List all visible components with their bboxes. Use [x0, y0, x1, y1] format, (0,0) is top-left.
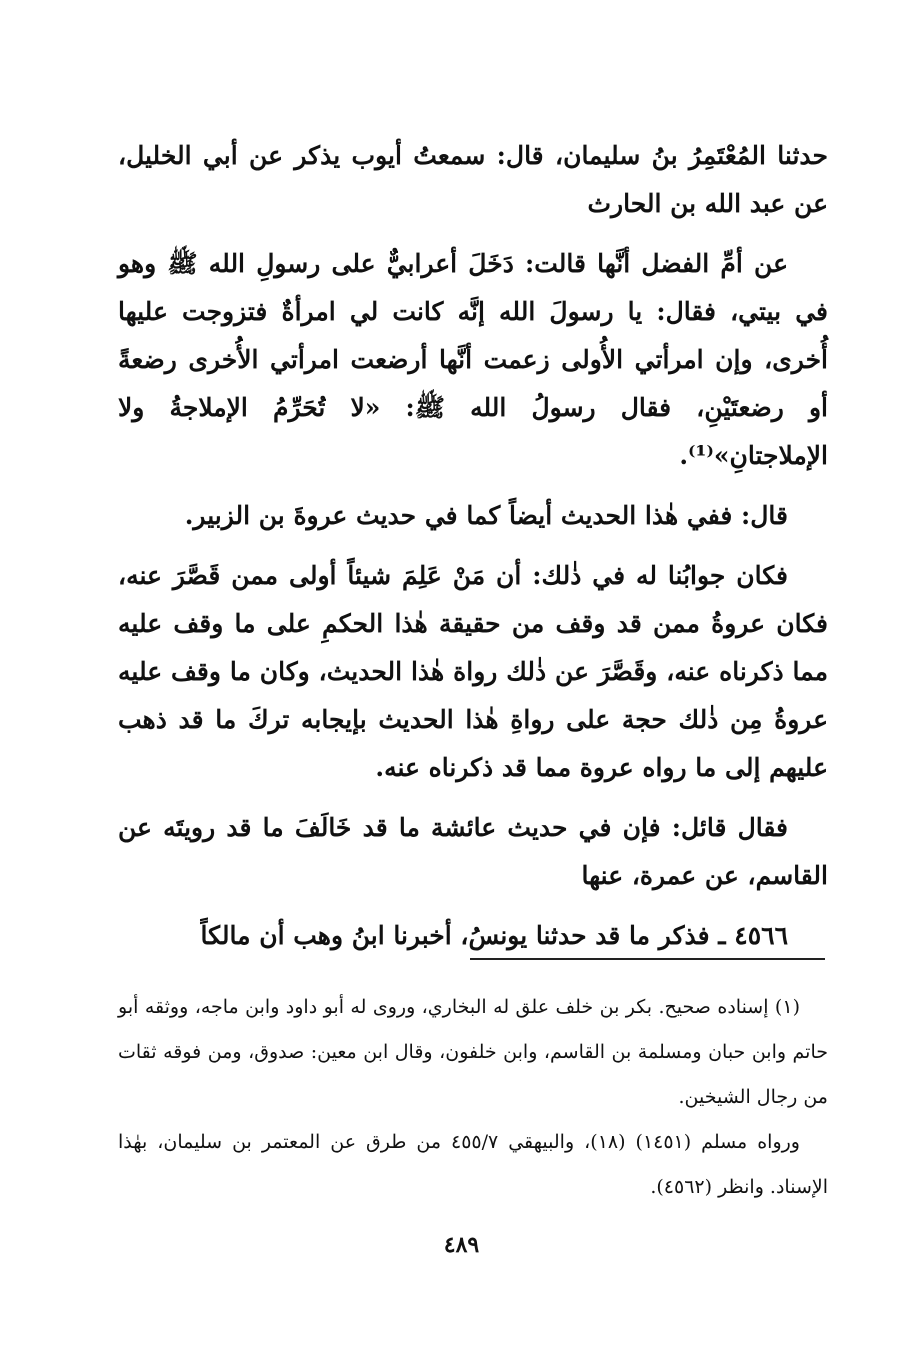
paragraph-objection: فقال قائل: فإن في حديث عائشة ما قد خَالَفَ ما قد رويتَه عن القاسم، عن عمرة، عنها [118, 813, 828, 890]
paragraph-answer: فكان جوابُنا له في ذٰلك: أن مَنْ عَلِمَ شيئاً أولى ممن قَصَّرَ عنه، فكان عروةُ ممن قد وقف من حقيقة هٰذا الحكمِ على ما وقف عليه مما ذكرناه عنه، وقَصَّرَ عن ذٰلك رواة هٰذا الحديث، وكان ما وقف عليه عروةُ مِن ذٰلك حجة على رواةِ هٰذا الحديث بإيجابه تركَ ما قد ذهب عليهم إلى ما رواه عروة مما قد ذكرناه عنه. [118, 561, 828, 782]
page-number: ٤٨٩ [443, 1232, 480, 1258]
footnote-1-continuation: ورواه مسلم (١٤٥١) (١٨)، والبيهقي ٤٥٥/٧ من طرق عن المعتمر بن سليمان، بهٰذا الإسناد. وانظر (٤٥٦٢). [118, 1131, 828, 1198]
paragraph-comment: قال: ففي هٰذا الحديث أيضاً كما في حديث عروةَ بن الزبير. [184, 501, 788, 530]
paragraph-hadith-4566: ٤٥٦٦ ـ فذكر ما قد حدثنا يونسُ، أخبرنا ابنُ وهب أن مالكاً [200, 921, 788, 950]
footnote-divider [470, 958, 825, 960]
main-text [118, 132, 828, 972]
paragraph-isnad-intro: حدثنا المُعْتَمِرُ بنُ سليمان، قال: سمعتُ أيوب يذكر عن أبي الخليل، عن عبد الله بن الحارث [118, 141, 828, 218]
footnotes [118, 985, 828, 1210]
paragraph-hadith-text: عن أمِّ الفضل أنَّها قالت: دَخَلَ أعرابيٌّ على رسولِ الله ﷺ وهو في بيتي، فقال: يا رسولَ الله إنَّه كانت لي امرأةٌ فتزوجت عليها أُخرى، وإن امرأتي الأُولى زعمت أنَّها أرضعت امرأتي الأُخرى رضعةً أو رضعتَيْنِ، فقال رسولُ الله ﷺ: «لا تُحَرِّمُ الإملاجةُ ولا الإملاجتانِ»⁽¹⁾. [118, 249, 828, 470]
footnote-1: (١) إسناده صحيح. بكر بن خلف علق له البخاري، وروى له أبو داود وابن ماجه، ووثقه أبو حاتم وابن حبان ومسلمة بن القاسم، وابن خلفون، وقال ابن معين: صدوق، ومن فوقه ثقات من رجال الشيخين. [118, 996, 828, 1108]
